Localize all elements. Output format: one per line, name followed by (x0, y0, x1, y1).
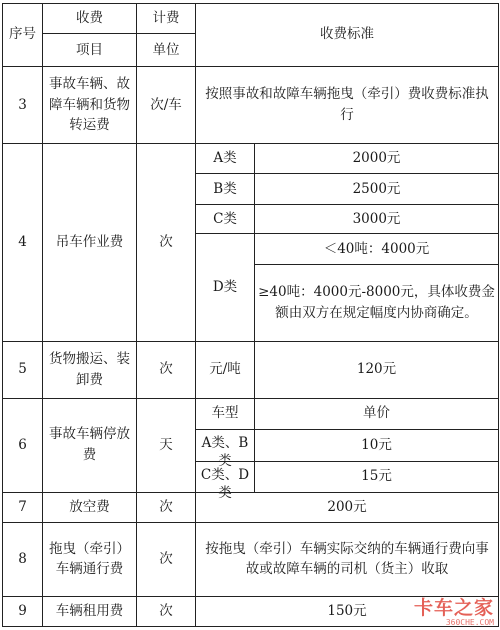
row-index: 3 (3, 66, 43, 143)
header-fee-item-bottom: 项目 (43, 34, 137, 66)
billing-unit: 次/车 (137, 66, 196, 143)
table-row-3 (3, 66, 499, 143)
unit-price: 120元 (255, 341, 499, 398)
header-index: 序号 (3, 4, 43, 67)
header-row-top (3, 4, 499, 34)
fee-item: 放空费 (43, 493, 137, 523)
vehicle-type-header: 车型 (196, 398, 255, 429)
billing-unit: 次 (137, 341, 196, 398)
fee-standard: 200元 (196, 493, 499, 523)
row-index: 6 (3, 398, 43, 492)
billing-unit: 次 (137, 144, 196, 342)
class-label: A类 (196, 144, 255, 174)
billing-unit: 次 (137, 493, 196, 523)
table-row-7 (3, 493, 499, 523)
table-row-8 (3, 523, 499, 596)
billing-unit: 天 (137, 398, 196, 492)
fee-item: 事故车辆、故障车辆和货物转运费 (43, 66, 137, 143)
class-label: D类 (196, 234, 255, 342)
row-index: 4 (3, 144, 43, 342)
fee-item: 吊车作业费 (43, 144, 137, 342)
fee-standard: 按照事故和故障车辆拖曳（牵引）费收费标准执行 (196, 66, 499, 143)
vehicle-type-cd: C类、D类 (196, 461, 255, 492)
parking-price-ab: 10元 (255, 430, 499, 461)
row-index: 5 (3, 341, 43, 398)
class-label: C类 (196, 204, 255, 233)
watermark-logo (414, 599, 494, 627)
header-standard: 收费标准 (196, 4, 499, 67)
sub-unit: 元/吨 (196, 341, 255, 398)
fee-standard: 150元 (196, 596, 499, 626)
class-d-price-light: ＜40吨：4000元 (255, 234, 499, 264)
fee-item: 事故车辆停放费 (43, 398, 137, 492)
fee-standard-table (2, 3, 499, 627)
row-index: 7 (3, 493, 43, 523)
vehicle-type-ab: A类、B类 (196, 430, 255, 461)
fee-item: 车辆租用费 (43, 596, 137, 626)
class-price: 3000元 (255, 204, 499, 233)
row-index: 9 (3, 596, 43, 626)
table-row-6 (3, 398, 499, 429)
row-index: 8 (3, 523, 43, 596)
header-unit-top: 计费 (137, 4, 196, 34)
class-price: 2000元 (255, 144, 499, 174)
fee-item: 货物搬运、装卸费 (43, 341, 137, 398)
unit-price-header: 单价 (255, 398, 499, 429)
fee-item: 拖曳（牵引）车辆通行费 (43, 523, 137, 596)
class-price: 2500元 (255, 174, 499, 204)
parking-price-cd: 15元 (255, 461, 499, 492)
watermark-sub: 360CHE.COM (445, 618, 494, 627)
class-d-price-heavy: ≥40吨：4000元-8000元，具体收费金额由双方在规定幅度内协商确定。 (255, 264, 499, 341)
header-fee-item-top: 收费 (43, 4, 137, 34)
billing-unit: 次 (137, 523, 196, 596)
table-row-4 (3, 144, 499, 174)
fee-standard: 按拖曳（牵引）车辆实际交纳的车辆通行费向事故或故障车辆的司机（货主）收取 (196, 523, 499, 596)
class-label: B类 (196, 174, 255, 204)
watermark-main: 卡车之家 (413, 597, 494, 619)
header-unit-bottom: 单位 (137, 34, 196, 66)
table-row-5 (3, 341, 499, 398)
billing-unit: 次 (137, 596, 196, 626)
